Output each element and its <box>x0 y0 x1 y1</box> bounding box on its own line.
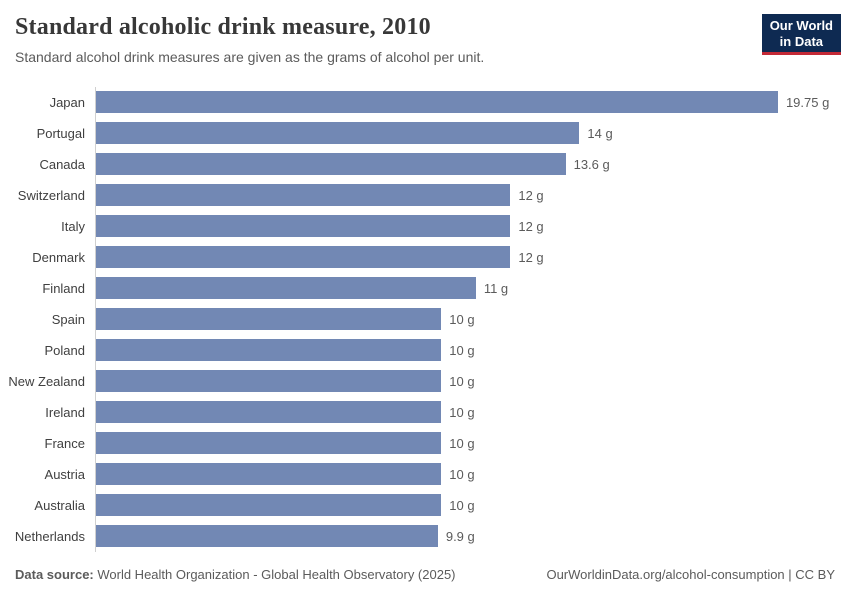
bar-value-label: 10 g <box>449 404 475 420</box>
bar[interactable] <box>96 122 579 144</box>
bar[interactable] <box>96 277 476 299</box>
bar-category-label: Australia <box>34 497 85 513</box>
bar-category-label: Switzerland <box>17 187 85 203</box>
bar-category-label: Canada <box>39 156 85 172</box>
chart-row <box>0 490 850 521</box>
bar-value-label: 10 g <box>449 435 475 451</box>
chart-row <box>0 428 850 459</box>
page-title: Standard alcoholic drink measure, 2010 <box>15 14 431 40</box>
bar-category-label: Japan <box>49 94 85 110</box>
bar-category-label: Netherlands <box>14 528 85 544</box>
chart-row <box>0 397 850 428</box>
bar-track <box>95 490 850 521</box>
chart-row <box>0 459 850 490</box>
bar-track <box>95 459 850 490</box>
bar-value-label: 9.9 g <box>445 528 475 544</box>
bar-category-label: Austria <box>44 466 85 482</box>
data-source-label: Data source: <box>15 566 94 582</box>
bar-category-label: Denmark <box>32 249 85 265</box>
bar-track <box>95 87 850 118</box>
chart-row <box>0 87 850 118</box>
bar[interactable] <box>96 91 778 113</box>
bar-track <box>95 180 850 211</box>
chart-row <box>0 242 850 273</box>
page-subtitle: Standard alcohol drink measures are given as the grams of alcohol per unit. <box>15 48 485 65</box>
bar[interactable] <box>96 308 441 330</box>
bar-track <box>95 397 850 428</box>
bar-track <box>95 335 850 366</box>
bar-track <box>95 521 850 552</box>
bar-track <box>95 366 850 397</box>
bar[interactable] <box>96 215 510 237</box>
bar[interactable] <box>96 339 441 361</box>
bar[interactable] <box>96 153 566 175</box>
bar-track <box>95 211 850 242</box>
chart-row <box>0 366 850 397</box>
chart-row <box>0 335 850 366</box>
bar-track <box>95 304 850 335</box>
bar-category-label: Poland <box>44 342 85 358</box>
bar[interactable] <box>96 494 441 516</box>
bar-track <box>95 242 850 273</box>
bar-value-label: 11 g <box>483 280 509 296</box>
bar-value-label: 19.75 g <box>785 94 830 110</box>
bar-track <box>95 118 850 149</box>
bar-chart <box>0 87 850 552</box>
bar[interactable] <box>96 246 510 268</box>
chart-row <box>0 118 850 149</box>
chart-row <box>0 304 850 335</box>
owid-url-license: OurWorldinData.org/alcohol-consumption | CC BY <box>546 566 835 582</box>
bar-value-label: 12 g <box>518 249 544 265</box>
title-block <box>15 13 484 65</box>
bar-value-label: 10 g <box>449 373 475 389</box>
bar-track <box>95 428 850 459</box>
logo-line-1: Our World <box>769 18 833 33</box>
bar-value-label: 10 g <box>449 311 475 327</box>
bar-track <box>95 149 850 180</box>
bar[interactable] <box>96 401 441 423</box>
bar-category-label: New Zealand <box>8 373 85 389</box>
bar-value-label: 10 g <box>449 497 475 513</box>
bar-value-label: 12 g <box>518 187 544 203</box>
bar-value-label: 10 g <box>449 466 475 482</box>
data-source-text: World Health Organization - Global Health Observatory (2025) <box>93 566 456 582</box>
bar[interactable] <box>96 432 441 454</box>
bar-category-label: Ireland <box>45 404 85 420</box>
bar[interactable] <box>96 463 441 485</box>
bar-track <box>95 273 850 304</box>
bar[interactable] <box>96 370 441 392</box>
chart-row <box>0 521 850 552</box>
bar-category-label: Spain <box>51 311 85 327</box>
chart-row <box>0 149 850 180</box>
bar-category-label: Italy <box>61 218 85 234</box>
chart-row <box>0 211 850 242</box>
bar[interactable] <box>96 184 510 206</box>
chart-footer <box>0 567 850 582</box>
bar-category-label: Finland <box>42 280 85 296</box>
bar-value-label: 12 g <box>518 218 544 234</box>
bar-value-label: 10 g <box>449 342 475 358</box>
bar-category-label: France <box>44 435 85 451</box>
owid-logo <box>762 14 841 55</box>
bar-category-label: Portugal <box>36 125 85 141</box>
chart-row <box>0 180 850 211</box>
data-source <box>15 567 456 582</box>
chart-header <box>0 0 850 65</box>
logo-line-2: in Data <box>779 33 824 49</box>
bar-value-label: 14 g <box>587 125 613 141</box>
bar-value-label: 13.6 g <box>573 156 610 172</box>
chart-row <box>0 273 850 304</box>
bar[interactable] <box>96 525 438 547</box>
